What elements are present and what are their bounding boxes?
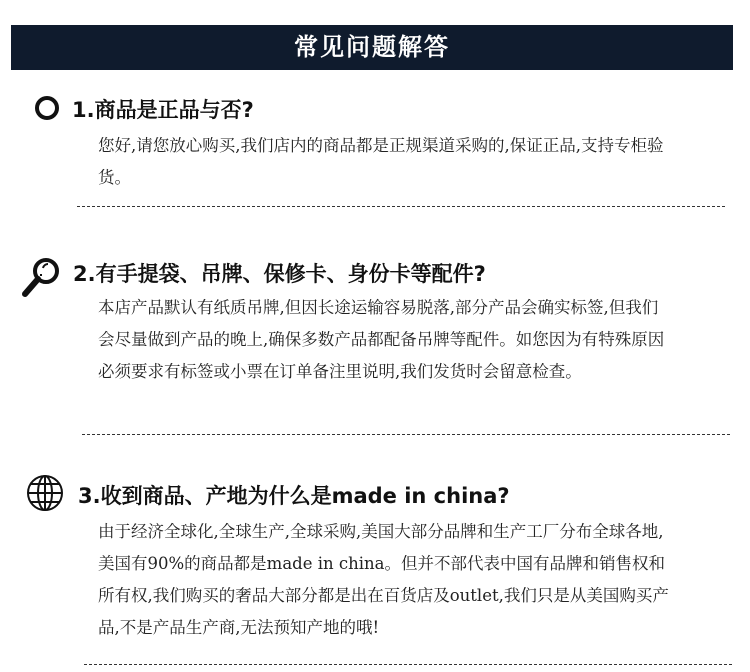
magnifier-icon <box>20 255 62 303</box>
divider <box>77 206 725 207</box>
question-2: 2.有手提袋、吊牌、保修卡、身份卡等配件? <box>73 262 486 286</box>
divider <box>82 434 730 435</box>
question-1: 1.商品是正品与否? <box>72 98 254 122</box>
divider <box>84 664 732 665</box>
question-3: 3.收到商品、产地为什么是made in china? <box>78 484 510 508</box>
circle-icon <box>34 95 60 125</box>
answer-2: 本店产品默认有纸质吊牌,但因长途运输容易脱落,部分产品会确实标签,但我们会尽量做到产品的晚上,确保多数产品都配备吊牌等配件。如您因为有特殊原因必须要求有标签或小票在订单备注里说明,我们发货时会留意检查。 <box>98 298 665 381</box>
faq-banner <box>11 25 733 70</box>
answer-1: 您好,请您放心购买,我们店内的商品都是正规渠道采购的,保证正品,支持专柜验货。 <box>98 136 664 187</box>
banner-title: 常见问题解答 <box>294 33 450 61</box>
globe-icon <box>25 473 65 517</box>
answer-3: 由于经济全球化,全球生产,全球采购,美国大部分品牌和生产工厂分布全球各地,美国有90%的商品都是made in china。但并不部代表中国有品牌和销售权和所有权,我们购买的奢品大部分都是出在百货店及outlet,我们只是从美国购买产品,不是产品生产商,无法预知产地的哦! <box>98 522 669 637</box>
